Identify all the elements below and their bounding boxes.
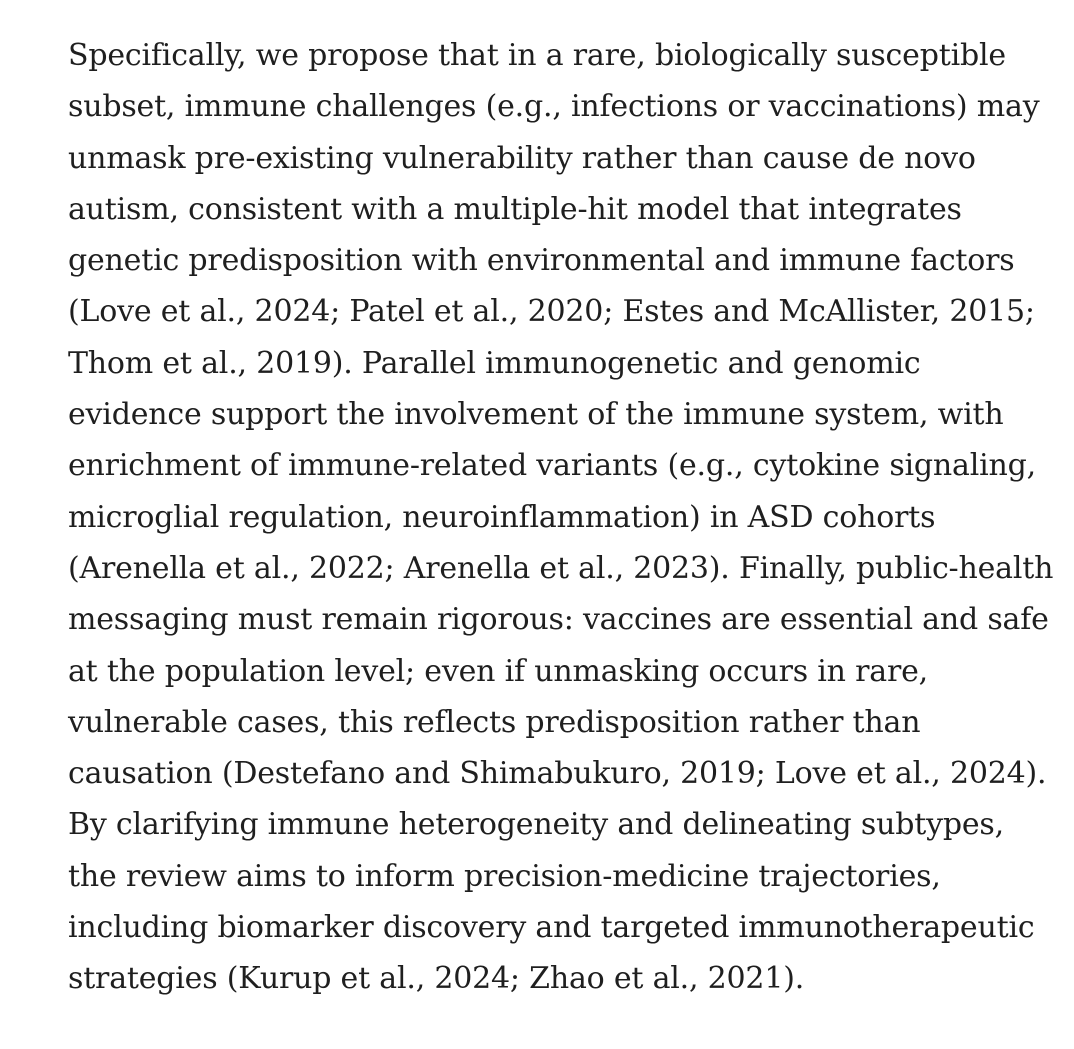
paragraph-line: autism, consistent with a multiple-hit model that integrates — [68, 191, 962, 227]
paragraph-line: (Love et al., 2024; Patel et al., 2020; Estes and McAllister, 2015; — [68, 294, 1035, 330]
paragraph-line: Specifically, we propose that in a rare, biologically susceptible — [68, 38, 1006, 73]
paragraph-line: strategies (Kurup et al., 2024; Zhao et al., 2021). — [68, 961, 805, 997]
paragraph-line: causation (Destefano and Shimabukuro, 2019; Love et al., 2024). — [68, 756, 1047, 792]
paragraph-line: By clarifying immune heterogeneity and delineating subtypes, — [68, 807, 1004, 843]
paragraph-line: vulnerable cases, this reflects predisposition rather than — [68, 704, 921, 740]
paragraph-line: microglial regulation, neuroinflammation) in ASD cohorts — [68, 499, 936, 535]
paragraph-line: subset, immune challenges (e.g., infections or vaccinations) may — [68, 89, 1040, 125]
paragraph — [68, 30, 1058, 1005]
paragraph-line: (Arenella et al., 2022; Arenella et al., 2023). Finally, public-health — [68, 550, 1054, 586]
paragraph-line: including biomarker discovery and targeted immunotherapeutic — [68, 910, 1035, 946]
paragraph-line: genetic predisposition with environmental and immune factors — [68, 243, 1015, 279]
paragraph-line: unmask pre-existing vulnerability rather than cause de novo — [68, 140, 976, 176]
paragraph-line: the review aims to inform precision-medicine trajectories, — [68, 858, 941, 894]
paragraph-line: at the population level; even if unmasking occurs in rare, — [68, 653, 928, 689]
paragraph-line: enrichment of immune-related variants (e.g., cytokine signaling, — [68, 448, 1036, 484]
paragraph-line: evidence support the involvement of the immune system, with — [68, 397, 1004, 433]
paragraph-line: messaging must remain rigorous: vaccines are essential and safe — [68, 602, 1049, 638]
paragraph-line: Thom et al., 2019). Parallel immunogenetic and genomic — [68, 345, 921, 381]
